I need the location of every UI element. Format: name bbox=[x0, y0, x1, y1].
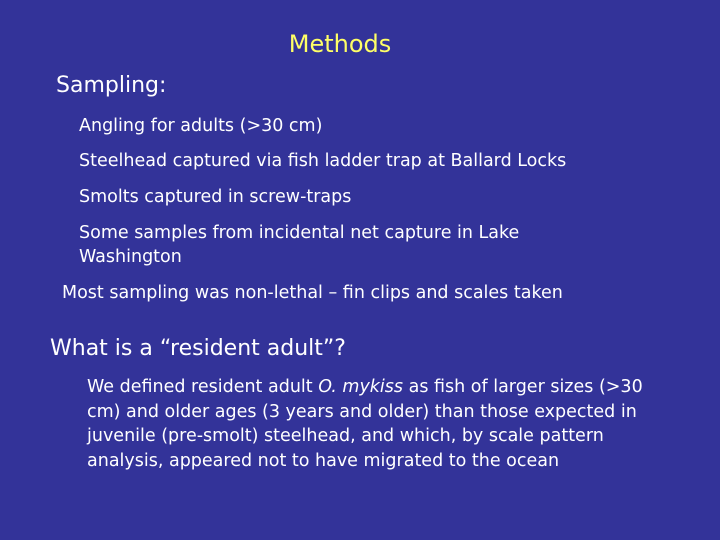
definition-text-start: We defined resident adult bbox=[87, 377, 319, 397]
resident-definition bbox=[87, 375, 667, 473]
resident-heading: What is a “resident adult”? bbox=[50, 336, 346, 361]
sampling-note: Most sampling was non-lethal – fin clips and scales taken bbox=[62, 283, 563, 303]
definition-text-end: as fish of larger sizes (>30 cm) and older ages (3 years and older) than those expected in juvenile (pre-smolt) steelhead, and which, by scale pattern analysis, appeared not to have migrated to the ocean bbox=[87, 377, 643, 471]
slide-title: Methods bbox=[288, 30, 392, 58]
sampling-heading: Sampling: bbox=[56, 73, 167, 98]
species-name: O. mykiss bbox=[318, 377, 404, 397]
sampling-item-net-capture: Some samples from incidental net capture in Lake Washington bbox=[79, 223, 520, 267]
sampling-item-angling: Angling for adults (>30 cm) bbox=[79, 116, 323, 136]
sampling-item-screw-traps: Smolts captured in screw-traps bbox=[79, 187, 352, 207]
sampling-item-ladder-trap: Steelhead captured via fish ladder trap at Ballard Locks bbox=[79, 151, 567, 171]
